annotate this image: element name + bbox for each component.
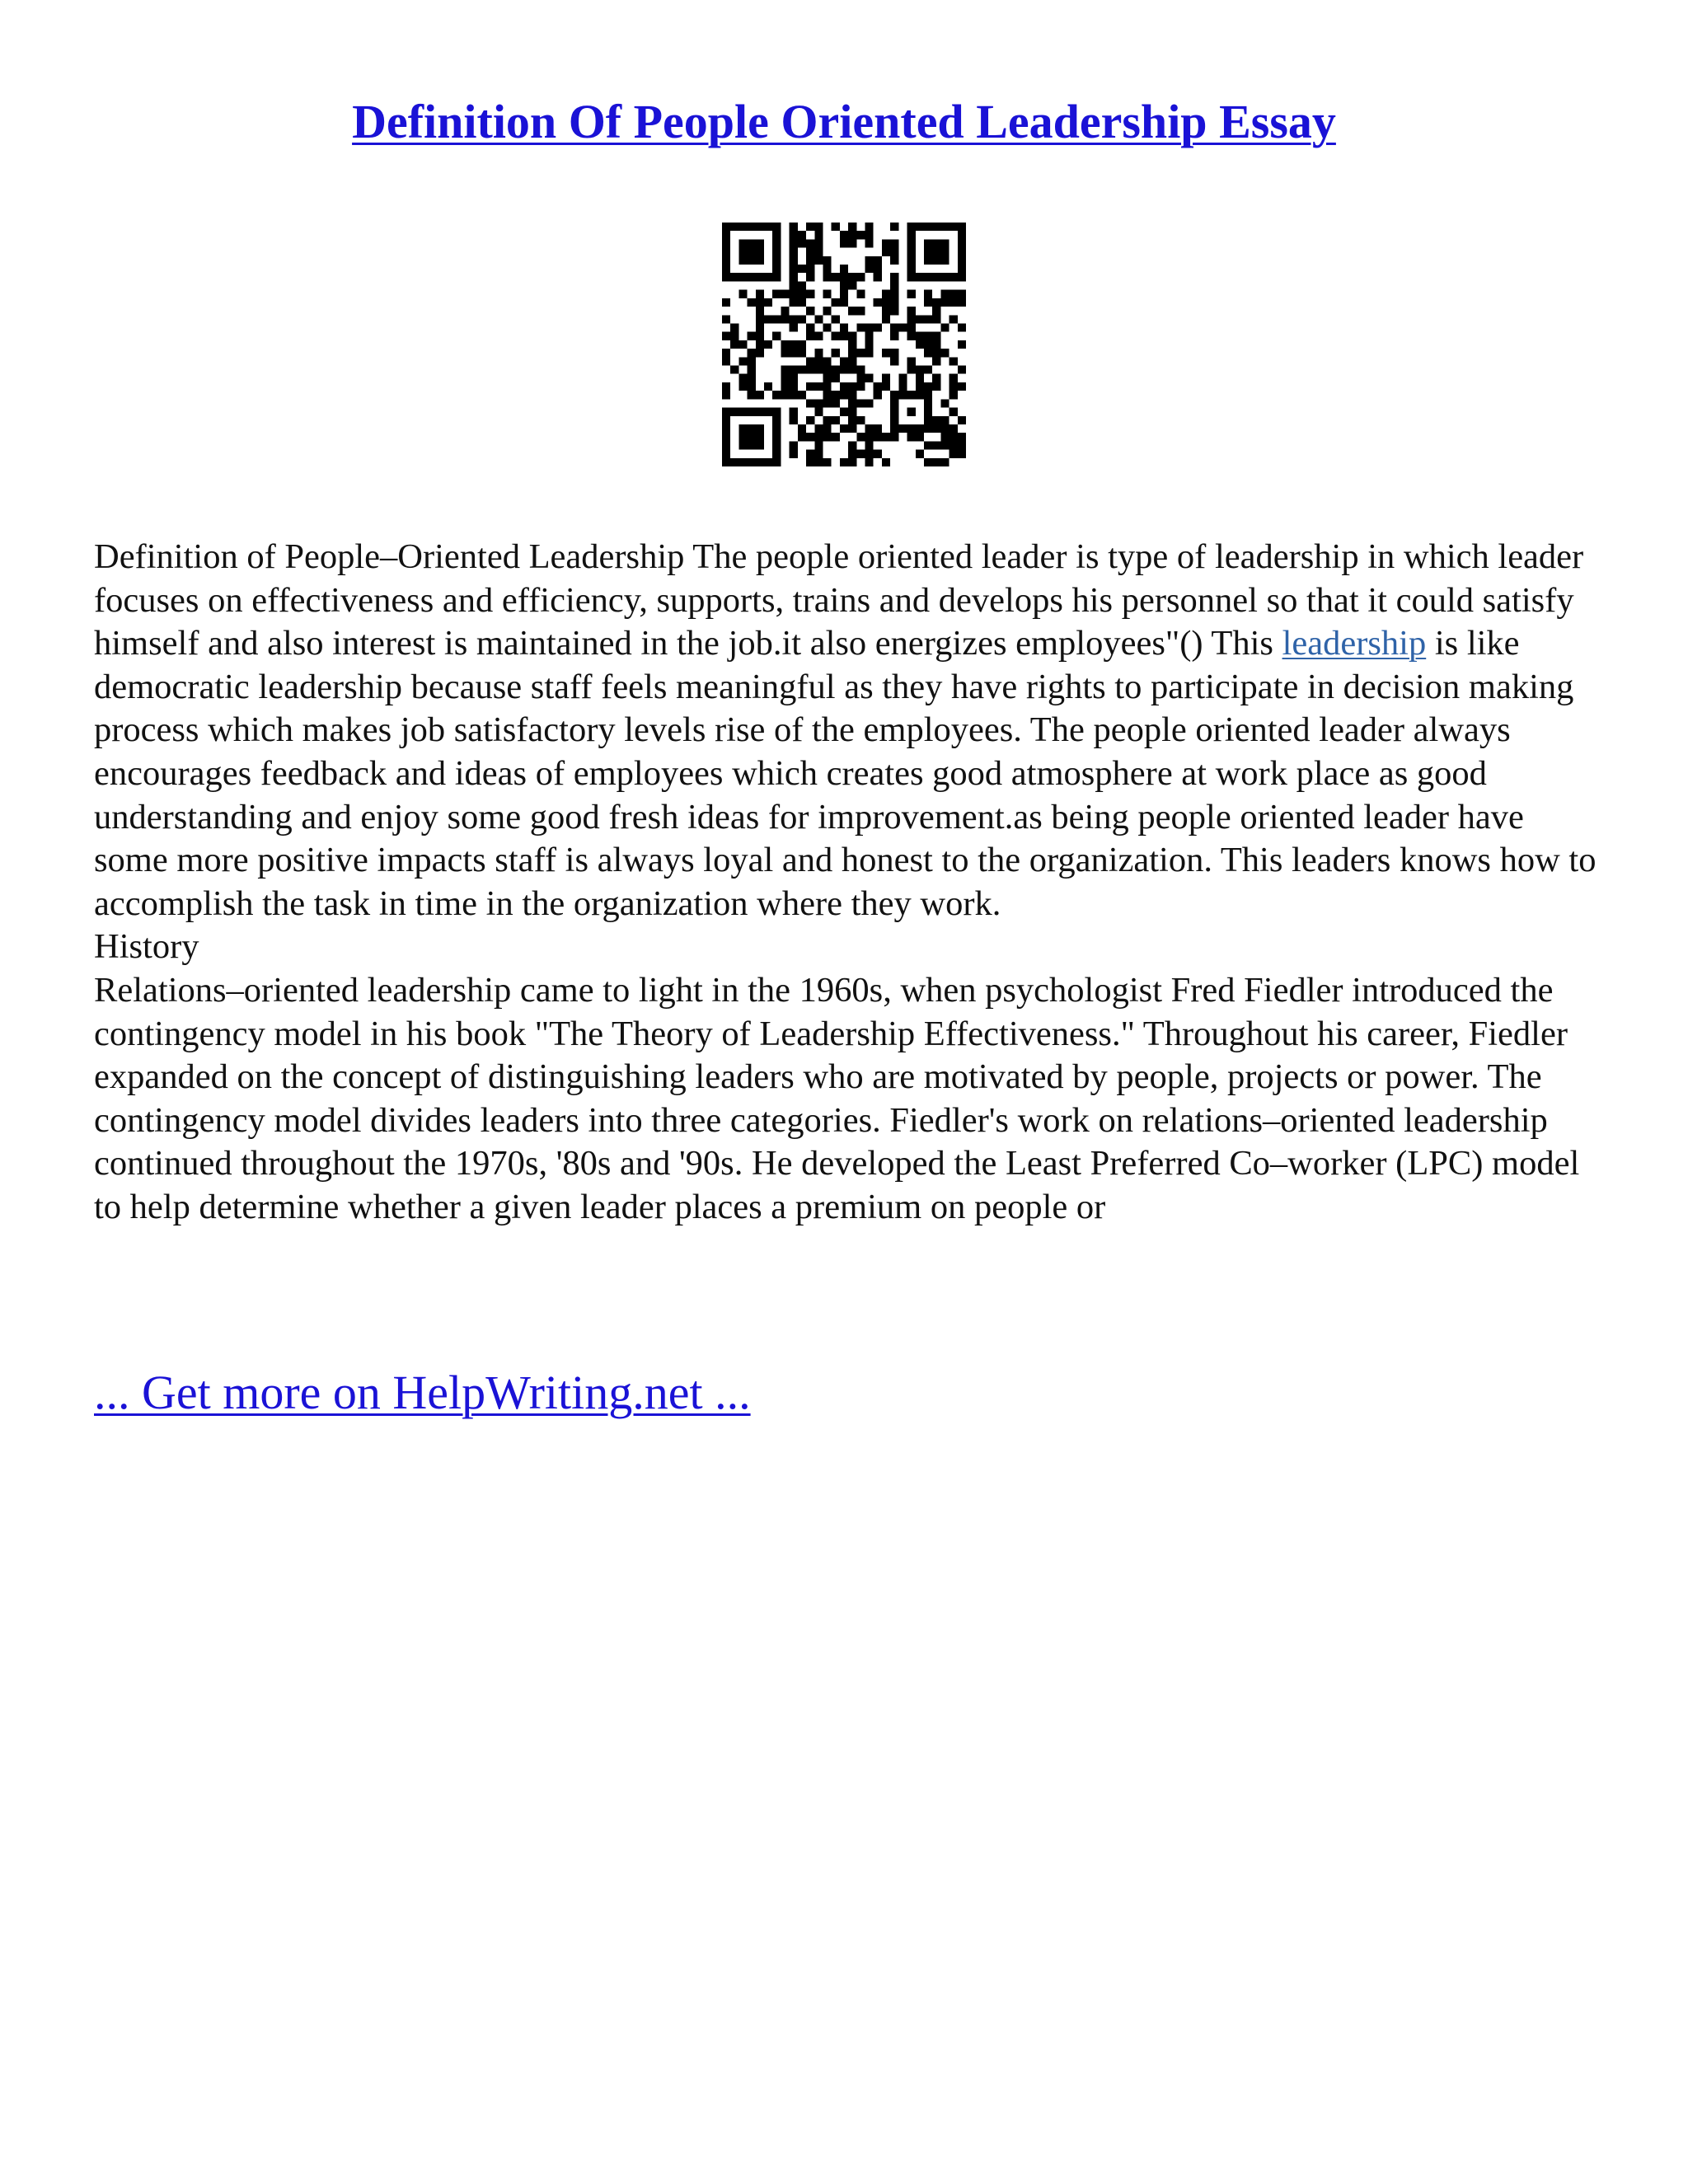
qr-code-icon [722, 223, 966, 466]
page-title [0, 89, 1688, 155]
title-link[interactable]: Definition Of People Oriented Leadership Essay [352, 95, 1336, 148]
leadership-link[interactable]: leadership [1282, 624, 1427, 663]
get-more-link-container [94, 1360, 751, 1426]
section-heading-history: History [94, 927, 199, 967]
paragraph-intro-text-continued: is like democratic leadership because staff feels meaningful as they have rights to participate in decision making process which makes job satisfactory levels rise of the employees. The people oriented leader always encourages feedback and ideas of employees which creates good atmosphere at work place as good understanding and enjoy some good fresh ideas for improvement.as being people oriented leader have some more positive impacts staff is always loyal and honest to the organization. This leaders knows how to accomplish the task in time in the organization where they work. [94, 624, 1597, 923]
essay-body [94, 536, 1602, 1230]
paragraph-history: Relations–oriented leadership came to light in the 1960s, when psychologist Fred Fiedler introduced the contingency model in his book "The Theory of Leadership Effectiveness." Throughout his career, Fiedler expanded on the concept of distinguishing leaders who are motivated by people, projects or power. The contingency model divides leaders into three categories. Fiedler's work on relations–oriented leadership continued throughout the 1970s, '80s and '90s. He developed the Least Preferred Co–worker (LPC) model to help determine whether a given leader places a premium on people or [94, 970, 1580, 1226]
get-more-link[interactable]: ... Get more on HelpWriting.net ... [94, 1366, 751, 1419]
paragraph-intro [94, 536, 1602, 926]
paragraph-intro-text: Definition of People–Oriented Leadership The people oriented leader is type of leadership in which leader focuses on effectiveness and efficiency, supports, trains and develops his personnel so that it could satisfy himself and also interest is maintained in the job.it also energizes employees"() This [94, 537, 1584, 663]
